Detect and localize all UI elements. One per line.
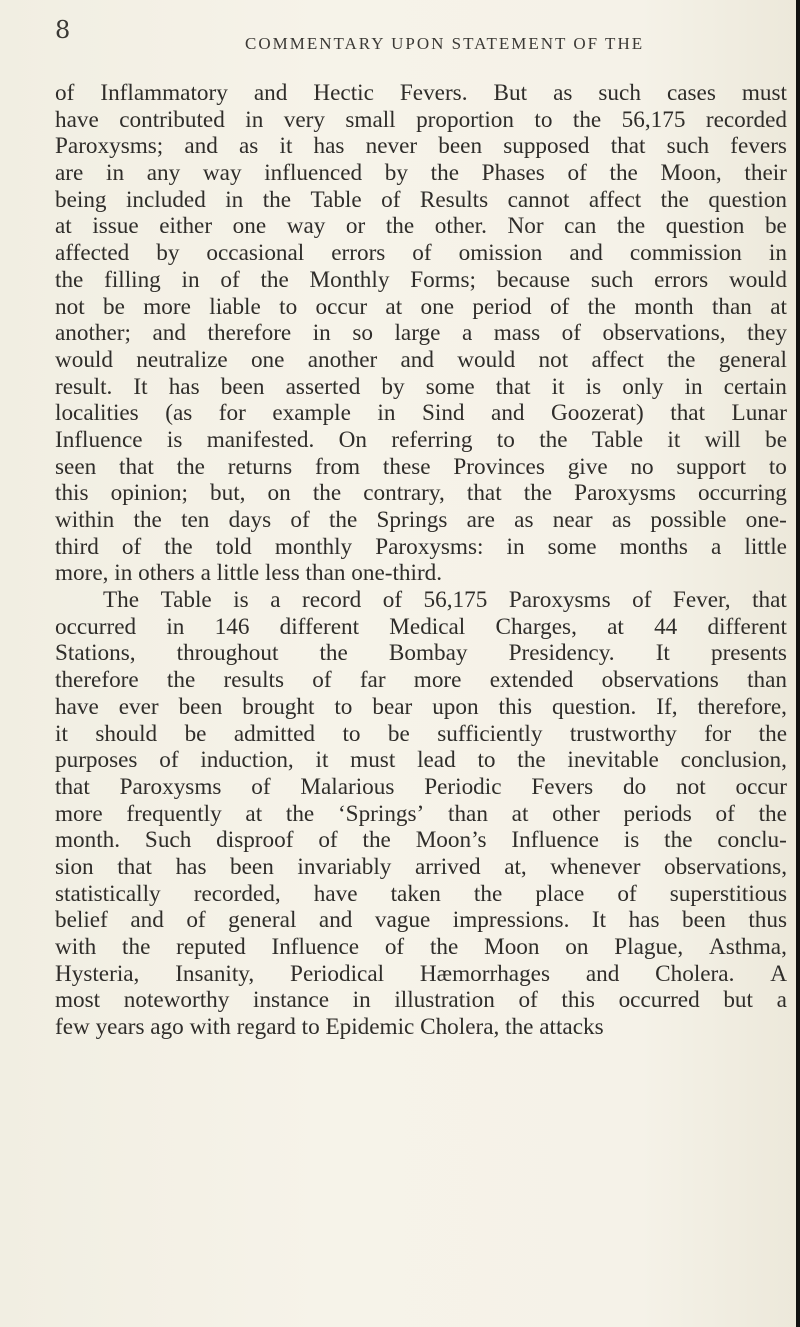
text-line: seen that the returns from these Provinces give no support to: [55, 453, 787, 480]
text-line: belief and of general and vague impressions. It has been thus: [55, 907, 787, 934]
text-line: occurred in 146 different Medical Charges, at 44 different: [55, 613, 787, 640]
text-line: at issue either one way or the other. Nor can the question be: [55, 213, 787, 240]
page-edge: [796, 0, 800, 1327]
text-line: result. It has been asserted by some that it is only in certain: [55, 373, 787, 400]
text-line: have contributed in very small proportion to the 56,175 recorded: [55, 106, 787, 133]
text-line: month. Such disproof of the Moon’s Influence is the conclu-: [55, 827, 787, 854]
paragraph-2: [55, 587, 787, 1041]
page-header: [55, 16, 785, 56]
text-line: it should be admitted to be sufficiently trustworthy for the: [55, 720, 787, 747]
text-line: being included in the Table of Results cannot affect the question: [55, 186, 787, 213]
text-line: third of the told monthly Paroxysms: in some months a little: [55, 533, 787, 560]
paragraph-1: [55, 80, 787, 587]
text-line: another; and therefore in so large a mass of observations, they: [55, 320, 787, 347]
text-line: have ever been brought to bear upon this question. If, therefore,: [55, 693, 787, 720]
text-line: of Inflammatory and Hectic Fevers. But as such cases must: [55, 80, 787, 106]
text-line: more frequently at the ‘Springs’ than at other periods of the: [55, 800, 787, 827]
text-line: the filling in of the Monthly Forms; because such errors would: [55, 266, 787, 293]
running-head: COMMENTARY UPON STATEMENT OF THE: [245, 34, 645, 53]
text-line: localities (as for example in Sind and Goozerat) that Lunar: [55, 400, 787, 427]
text-line: within the ten days of the Springs are as near as possible one-: [55, 507, 787, 533]
text-line: that Paroxysms of Malarious Periodic Fevers do not occur: [55, 773, 787, 800]
text-line: not be more liable to occur at one period of the month than at: [55, 293, 787, 320]
text-line: would neutralize one another and would not affect the general: [55, 346, 787, 373]
text-line: Paroxysms; and as it has never been supposed that such fevers: [55, 133, 787, 160]
text-line: most noteworthy instance in illustration of this occurred but a: [55, 987, 787, 1014]
page-number: 8: [55, 16, 71, 44]
text-line: this opinion; but, on the contrary, that the Paroxysms occurring: [55, 480, 787, 507]
text-line: purposes of induction, it must lead to the inevitable conclusion,: [55, 747, 787, 774]
text-line: sion that has been invariably arrived at, whenever observations,: [55, 853, 787, 880]
text-line: with the reputed Influence of the Moon on Plague, Asthma,: [55, 934, 787, 960]
text-line: therefore the results of far more extended observations than: [55, 667, 787, 694]
text-line: few years ago with regard to Epidemic Cholera, the attacks: [55, 1014, 604, 1041]
text-line: Influence is manifested. On referring to the Table it will be: [55, 426, 787, 453]
text-line: The Table is a record of 56,175 Paroxysms of Fever, that: [103, 587, 787, 614]
text-line: more, in others a little less than one-third.: [55, 560, 443, 587]
body-text: [55, 80, 787, 1041]
text-line: are in any way influenced by the Phases of the Moon, their: [55, 160, 787, 187]
text-line: Stations, throughout the Bombay Presidency. It presents: [55, 640, 787, 667]
text-line: affected by occasional errors of omission and commission in: [55, 240, 787, 267]
text-line: Hysteria, Insanity, Periodical Hæmorrhages and Cholera. A: [55, 960, 787, 987]
text-line: statistically recorded, have taken the place of superstitious: [55, 880, 787, 907]
